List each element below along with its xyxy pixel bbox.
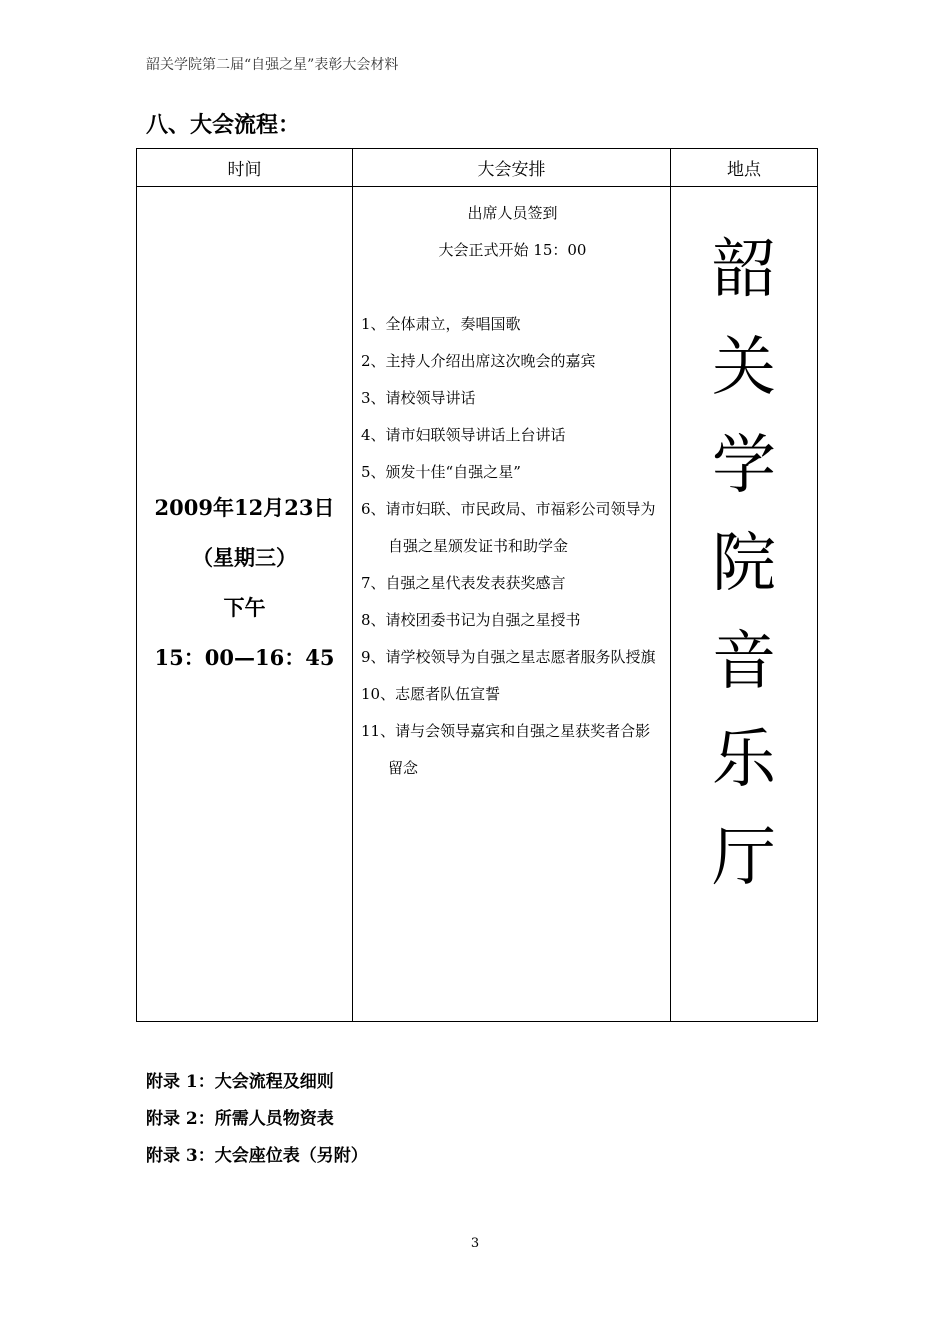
schedule-table — [136, 148, 818, 1022]
program-item: 3、请校领导讲话 — [361, 389, 476, 407]
event-period: 下午 — [223, 595, 266, 620]
header-program: 大会安排 — [353, 149, 671, 187]
program-item: 1、全体肃立，奏唱国歌 — [361, 315, 521, 333]
program-cell — [353, 187, 671, 1022]
program-item: 8、请校团委书记为自强之星授书 — [361, 611, 581, 629]
venue-char: 关 — [712, 331, 776, 405]
document-header: 韶关学院第二届“自强之星”表彰大会材料 — [146, 57, 399, 73]
program-item: 9、请学校领导为自强之星志愿者服务队授旗 — [361, 648, 656, 666]
event-time-range: 15：00—16：45 — [154, 645, 335, 670]
program-item: 4、请市妇联领导讲话上台讲话 — [361, 426, 566, 444]
venue-char: 学 — [712, 429, 776, 503]
page-number: 3 — [470, 1236, 480, 1251]
appendix-list — [146, 1064, 368, 1175]
table-header-row — [137, 149, 818, 187]
program-item: 11、请与会领导嘉宾和自强之星获奖者合影留念 — [361, 722, 651, 777]
program-item: 2、主持人介绍出席这次晚会的嘉宾 — [361, 352, 596, 370]
section-title: 八、大会流程： — [146, 112, 301, 138]
venue-char: 音 — [712, 625, 776, 699]
table-row — [137, 187, 818, 1022]
time-cell — [137, 187, 353, 1022]
venue-char: 院 — [712, 527, 776, 601]
header-venue: 地点 — [671, 149, 818, 187]
program-item: 5、颁发十佳“自强之星” — [361, 463, 521, 481]
program-list — [361, 306, 664, 787]
program-intro-line: 出席人员签到 — [467, 204, 558, 222]
program-intro-line: 大会正式开始 15：00 — [438, 241, 587, 259]
appendix-item: 附录 3：大会座位表（另附） — [146, 1146, 368, 1166]
program-item: 7、自强之星代表发表获奖感言 — [361, 574, 566, 592]
header-time: 时间 — [137, 149, 353, 187]
program-item: 10、志愿者队伍宣誓 — [361, 685, 501, 703]
appendix-item: 附录 2：所需人员物资表 — [146, 1109, 334, 1129]
event-date: 2009年12月23日 — [154, 495, 335, 520]
venue-name — [671, 187, 817, 907]
venue-char: 韶 — [712, 233, 776, 307]
program-item: 6、请市妇联、市民政局、市福彩公司领导为自强之星颁发证书和助学金 — [361, 500, 656, 555]
venue-char: 厅 — [712, 821, 776, 895]
venue-cell — [671, 187, 818, 1022]
appendix-item: 附录 1：大会流程及细则 — [146, 1072, 334, 1092]
event-weekday: （星期三） — [192, 545, 297, 570]
venue-char: 乐 — [712, 723, 776, 797]
